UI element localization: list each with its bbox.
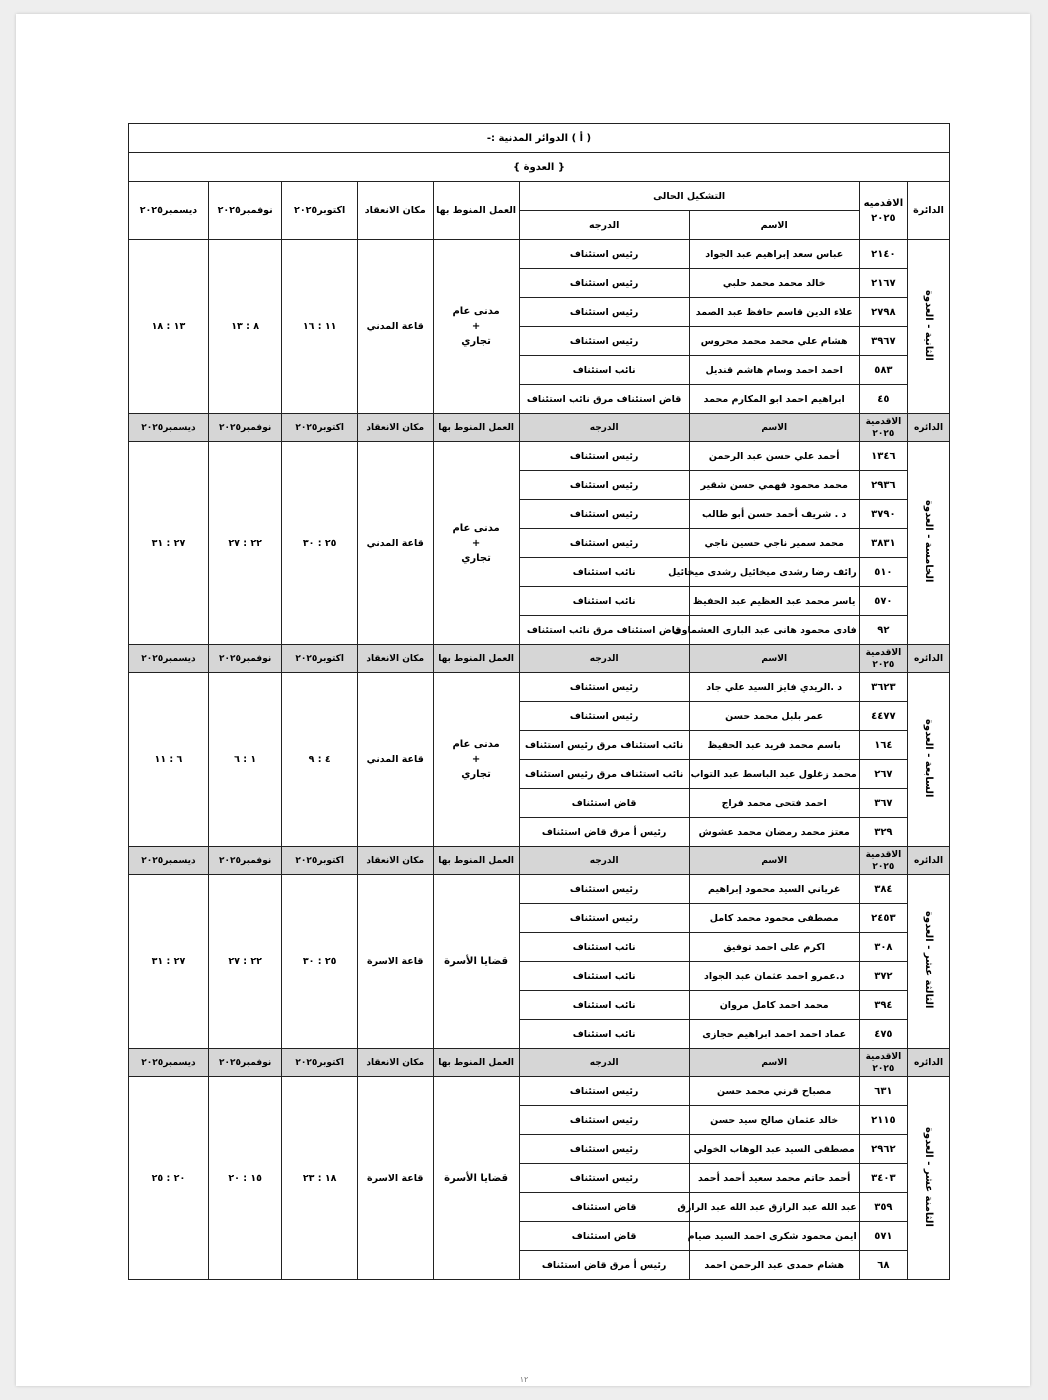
name-cell: غرياني السيد محمود إبراهيم (689, 875, 859, 904)
table-subtitle: { العدوة } (129, 153, 950, 182)
header-nov: نوفمبر٢٠٢٥ (208, 182, 281, 240)
name-cell: مصطفى السيد عبد الوهاب الخولي (689, 1135, 859, 1164)
name-cell: عمر بلبل محمد حسن (689, 702, 859, 731)
place-cell: قاعة الاسرة (357, 1077, 433, 1280)
rank-cell: رئيس استئناف (519, 298, 689, 327)
name-cell: ابراهيم احمد ابو المكارم محمد (689, 385, 859, 414)
circle-name (908, 673, 950, 847)
rank-cell: قاض استئناف (519, 1193, 689, 1222)
name-cell: مصباح قرني محمد حسن (689, 1077, 859, 1106)
header-nov: نوفمبر٢٠٢٥ (208, 645, 281, 673)
name-cell: ايمن محمود شكرى احمد السيد صيام (689, 1222, 859, 1251)
name-cell: د . شريف أحمد حسن أبو طالب (689, 500, 859, 529)
rank-cell: نائب استئناف مرق رئيس استئناف (519, 731, 689, 760)
header-name: الاسم (689, 1049, 859, 1077)
seniority-cell: ٣٢٩ (859, 818, 907, 847)
header-oct: اكتوبر٢٠٢٥ (282, 847, 358, 875)
rank-cell: رئيس استئناف (519, 1164, 689, 1193)
seniority-cell: ٢٤٥٣ (859, 904, 907, 933)
rank-cell: رئيس استئناف (519, 904, 689, 933)
name-cell: معتز محمد رمضان محمد عشوش (689, 818, 859, 847)
dec-cell: ٢٧ : ٣١ (129, 875, 209, 1049)
name-cell: اكرم على احمد توفيق (689, 933, 859, 962)
name-cell: خالد عثمان صالح سيد حسن (689, 1106, 859, 1135)
rank-cell: رئيس استئناف (519, 875, 689, 904)
table-row (129, 442, 950, 471)
work-line: قضايا الأسرة (444, 956, 509, 967)
seniority-cell: ٣٧٩٠ (859, 500, 907, 529)
place-cell: قاعة المدني (357, 673, 433, 847)
name-cell: احمد احمد وسام هاشم قنديل (689, 356, 859, 385)
seniority-cell: ١٦٤ (859, 731, 907, 760)
header-oct: اكتوبر٢٠٢٥ (282, 1049, 358, 1077)
seniority-cell: ٩٢ (859, 616, 907, 645)
seniority-cell: ٥١٠ (859, 558, 907, 587)
circle-name (908, 875, 950, 1049)
work-cell (433, 673, 519, 847)
circle-name-text: الثانية - العدوة (923, 289, 934, 361)
name-cell: عباس سعد إبراهيم عبد الجواد (689, 240, 859, 269)
header-place: مكان الانعقاد (357, 645, 433, 673)
header-name: الاسم (689, 847, 859, 875)
place-cell: قاعة المدني (357, 240, 433, 414)
circle-name-text: الثالثة عشر - العدوة (923, 911, 934, 1009)
work-line: تجاري (461, 336, 491, 347)
rank-cell: رئيس أ مرق قاض استئناف (519, 1251, 689, 1280)
nov-cell: ١ : ٦ (208, 673, 281, 847)
name-cell: هشام علي محمد محمد محروس (689, 327, 859, 356)
rank-cell: رئيس استئناف (519, 471, 689, 500)
table-row (129, 1077, 950, 1106)
rank-cell: نائب استئناف (519, 962, 689, 991)
rank-cell: نائب استئناف (519, 1020, 689, 1049)
seniority-cell: ٤٥ (859, 385, 907, 414)
rank-cell: رئيس استئناف (519, 1077, 689, 1106)
header-place: مكان الانعقاد (357, 847, 433, 875)
seniority-cell: ٣٨٤ (859, 875, 907, 904)
name-cell: عماد احمد احمد ابراهيم حجازى (689, 1020, 859, 1049)
rank-cell: رئيس استئناف (519, 1135, 689, 1164)
seniority-cell: ٢١٦٧ (859, 269, 907, 298)
work-line: تجاري (461, 769, 491, 780)
rank-cell: رئيس استئناف (519, 442, 689, 471)
seniority-cell: ٣٦٢٣ (859, 673, 907, 702)
seniority-cell: ٣٠٨ (859, 933, 907, 962)
header-rank: الدرجه (519, 1049, 689, 1077)
seniority-cell: ٣٩٤ (859, 991, 907, 1020)
rank-cell: قاض استئناف (519, 1222, 689, 1251)
seniority-cell: ٦٣١ (859, 1077, 907, 1106)
work-line: مدنى عام (452, 306, 500, 317)
nov-cell: ١٥ : ٢٠ (208, 1077, 281, 1280)
name-cell: عبد الله عبد الرازق عبد الله عبد الرازق (689, 1193, 859, 1222)
circle-name (908, 442, 950, 645)
header-seniority: الاقدمية ٢٠٢٥ (859, 847, 907, 875)
header-rank: الدرجه (519, 847, 689, 875)
circle-name (908, 240, 950, 414)
seniority-cell: ٣٥٩ (859, 1193, 907, 1222)
nov-cell: ٢٢ : ٢٧ (208, 875, 281, 1049)
seniority-cell: ٣٩٦٧ (859, 327, 907, 356)
header-place: مكان الانعقاد (357, 1049, 433, 1077)
place-cell: قاعة المدني (357, 442, 433, 645)
work-cell (433, 1077, 519, 1280)
rank-cell: رئيس استئناف (519, 240, 689, 269)
section-header-row (129, 645, 950, 673)
header-seniority: الاقدمية ٢٠٢٥ (859, 1049, 907, 1077)
header-circle: الدائره (908, 414, 950, 442)
work-line: + (471, 321, 481, 332)
rank-cell: نائب استئناف (519, 933, 689, 962)
header-oct: اكتوبر٢٠٢٥ (282, 414, 358, 442)
header-circle: الدائره (908, 645, 950, 673)
nov-cell: ٢٢ : ٢٧ (208, 442, 281, 645)
seniority-cell: ٦٨ (859, 1251, 907, 1280)
name-cell: مصطفى محمود محمد كامل (689, 904, 859, 933)
seniority-cell: ٥٨٣ (859, 356, 907, 385)
header-place: مكان الانعقاد (357, 182, 433, 240)
work-cell (433, 442, 519, 645)
rank-cell: قاض استئناف (519, 789, 689, 818)
seniority-cell: ٢١٤٠ (859, 240, 907, 269)
seniority-cell: ٥٧١ (859, 1222, 907, 1251)
header-circle: الدائره (908, 847, 950, 875)
seniority-cell: ٢١١٥ (859, 1106, 907, 1135)
rank-cell: قاض استئناف مرق نائب استئناف (519, 385, 689, 414)
section-header-row (129, 1049, 950, 1077)
seniority-cell: ٣٤٠٣ (859, 1164, 907, 1193)
circle-name (908, 1077, 950, 1280)
name-cell: هشام حمدى عبد الرحمن احمد (689, 1251, 859, 1280)
seniority-cell: ٣٧٢ (859, 962, 907, 991)
header-work: العمل المنوط بها (433, 1049, 519, 1077)
header-seniority: الاقدمية ٢٠٢٥ (859, 645, 907, 673)
work-line: مدنى عام (452, 739, 500, 750)
header-circle: الدائرة (908, 182, 950, 240)
header-oct: اكتوبر٢٠٢٥ (282, 182, 358, 240)
name-cell: باسم محمد فريد عبد الحفيظ (689, 731, 859, 760)
oct-cell: ٢٥ : ٣٠ (282, 875, 358, 1049)
oct-cell: ١٨ : ٢٣ (282, 1077, 358, 1280)
rank-cell: رئيس استئناف (519, 500, 689, 529)
civil-circles-table-wrap (128, 123, 950, 1280)
oct-cell: ١١ : ١٦ (282, 240, 358, 414)
header-nov: نوفمبر٢٠٢٥ (208, 1049, 281, 1077)
rank-cell: رئيس استئناف (519, 529, 689, 558)
header-work: العمل المنوط بها (433, 847, 519, 875)
title-row (129, 124, 950, 153)
name-cell: محمد سمير ناجي حسين ناجي (689, 529, 859, 558)
rank-cell: رئيس استئناف (519, 327, 689, 356)
header-dec: ديسمبر٢٠٢٥ (129, 847, 209, 875)
header-oct: اكتوبر٢٠٢٥ (282, 645, 358, 673)
seniority-cell: ٣٨٣١ (859, 529, 907, 558)
name-cell: محمد زغلول عبد الباسط عبد التواب (689, 760, 859, 789)
header-place: مكان الانعقاد (357, 414, 433, 442)
name-cell: خالد محمد محمد حلبي (689, 269, 859, 298)
name-cell: احمد فتحى محمد فراج (689, 789, 859, 818)
rank-cell: نائب استئناف (519, 558, 689, 587)
circle-name-text: الخامسة - العدوة (923, 500, 934, 583)
oct-cell: ٤ : ٩ (282, 673, 358, 847)
seniority-cell: ٢٩٦٢ (859, 1135, 907, 1164)
name-cell: علاء الدين قاسم حافظ عبد الصمد (689, 298, 859, 327)
header-rank: الدرجه (519, 211, 689, 240)
page-number: ١٢ (519, 1375, 529, 1384)
rank-cell: قاض استئناف مرق نائب استئناف (519, 616, 689, 645)
header-formation: التشكيل الحالى (519, 182, 859, 211)
name-cell: رائف رضا رشدى ميخائيل رشدى ميخائيل (689, 558, 859, 587)
name-cell: أحمد علي حسن عبد الرحمن (689, 442, 859, 471)
header-dec: ديسمبر٢٠٢٥ (129, 414, 209, 442)
work-line: + (471, 537, 481, 549)
oct-cell: ٢٥ : ٣٠ (282, 442, 358, 645)
rank-cell: نائب استئناف (519, 587, 689, 616)
dec-cell: ٦ : ١١ (129, 673, 209, 847)
dec-cell: ٢٠ : ٢٥ (129, 1077, 209, 1280)
section-header-row (129, 414, 950, 442)
name-cell: ياسر محمد عبد العظيم عبد الحفيظ (689, 587, 859, 616)
nov-cell: ٨ : ١٣ (208, 240, 281, 414)
rank-cell: رئيس استئناف (519, 702, 689, 731)
seniority-cell: ٢٦٧ (859, 760, 907, 789)
header-nov: نوفمبر٢٠٢٥ (208, 414, 281, 442)
rank-cell: رئيس استئناف (519, 673, 689, 702)
header-work: العمل المنوط بها (433, 414, 519, 442)
rank-cell: نائب استئناف مرق رئيس استئناف (519, 760, 689, 789)
table-body (129, 124, 950, 1280)
header-name: الاسم (689, 645, 859, 673)
header-work: العمل المنوط بها (433, 645, 519, 673)
seniority-cell: ٣٦٧ (859, 789, 907, 818)
seniority-cell: ٥٧٠ (859, 587, 907, 616)
seniority-cell: ٢٧٩٨ (859, 298, 907, 327)
name-cell: أحمد حاتم محمد سعيد أحمد أحمد (689, 1164, 859, 1193)
seniority-cell: ١٣٤٦ (859, 442, 907, 471)
header-row (129, 182, 950, 211)
seniority-cell: ٤٧٥ (859, 1020, 907, 1049)
work-line: مدنى عام (452, 522, 500, 534)
name-cell: فادى محمود هانى عبد البارى العشماوى (689, 616, 859, 645)
rank-cell: نائب استئناف (519, 356, 689, 385)
header-seniority: الاقدميه ٢٠٢٥ (859, 182, 907, 240)
header-circle: الدائره (908, 1049, 950, 1077)
table-row (129, 673, 950, 702)
name-cell: محمد احمد كامل مروان (689, 991, 859, 1020)
work-line: تجاري (461, 552, 491, 564)
header-rank: الدرجه (519, 414, 689, 442)
header-dec: ديسمبر٢٠٢٥ (129, 1049, 209, 1077)
header-dec: ديسمبر٢٠٢٥ (129, 645, 209, 673)
rank-cell: رئيس استئناف (519, 269, 689, 298)
circle-name-text: الثامنة عشر - العدوة (923, 1126, 934, 1227)
work-line: قضايا الأسرة (444, 1172, 509, 1184)
header-seniority: الاقدمية ٢٠٢٥ (859, 414, 907, 442)
work-cell (433, 875, 519, 1049)
name-cell: د.عمرو احمد عثمان عبد الجواد (689, 962, 859, 991)
header-nov: نوفمبر٢٠٢٥ (208, 847, 281, 875)
circle-name-text: السابعة - العدوة (923, 718, 934, 798)
rank-cell: نائب استئناف (519, 991, 689, 1020)
table-title: ( أ ) الدوائر المدنية :- (129, 124, 950, 153)
dec-cell: ١٣ : ١٨ (129, 240, 209, 414)
seniority-cell: ٤٤٧٧ (859, 702, 907, 731)
document-page (16, 14, 1030, 1386)
civil-circles-table (128, 123, 950, 1280)
work-cell (433, 240, 519, 414)
subtitle-row (129, 153, 950, 182)
section-header-row (129, 847, 950, 875)
header-dec: ديسمبر٢٠٢٥ (129, 182, 209, 240)
header-rank: الدرجه (519, 645, 689, 673)
seniority-cell: ٢٩٣٦ (859, 471, 907, 500)
header-name: الاسم (689, 211, 859, 240)
table-row (129, 875, 950, 904)
table-row (129, 240, 950, 269)
work-line: + (471, 754, 481, 765)
name-cell: د .الريدي فايز السيد علي جاد (689, 673, 859, 702)
header-name: الاسم (689, 414, 859, 442)
rank-cell: رئيس استئناف (519, 1106, 689, 1135)
header-work: العمل المنوط بها (433, 182, 519, 240)
rank-cell: رئيس أ مرق قاض استئناف (519, 818, 689, 847)
place-cell: قاعة الاسرة (357, 875, 433, 1049)
name-cell: محمد محمود فهمي حسن شقير (689, 471, 859, 500)
dec-cell: ٢٧ : ٣١ (129, 442, 209, 645)
